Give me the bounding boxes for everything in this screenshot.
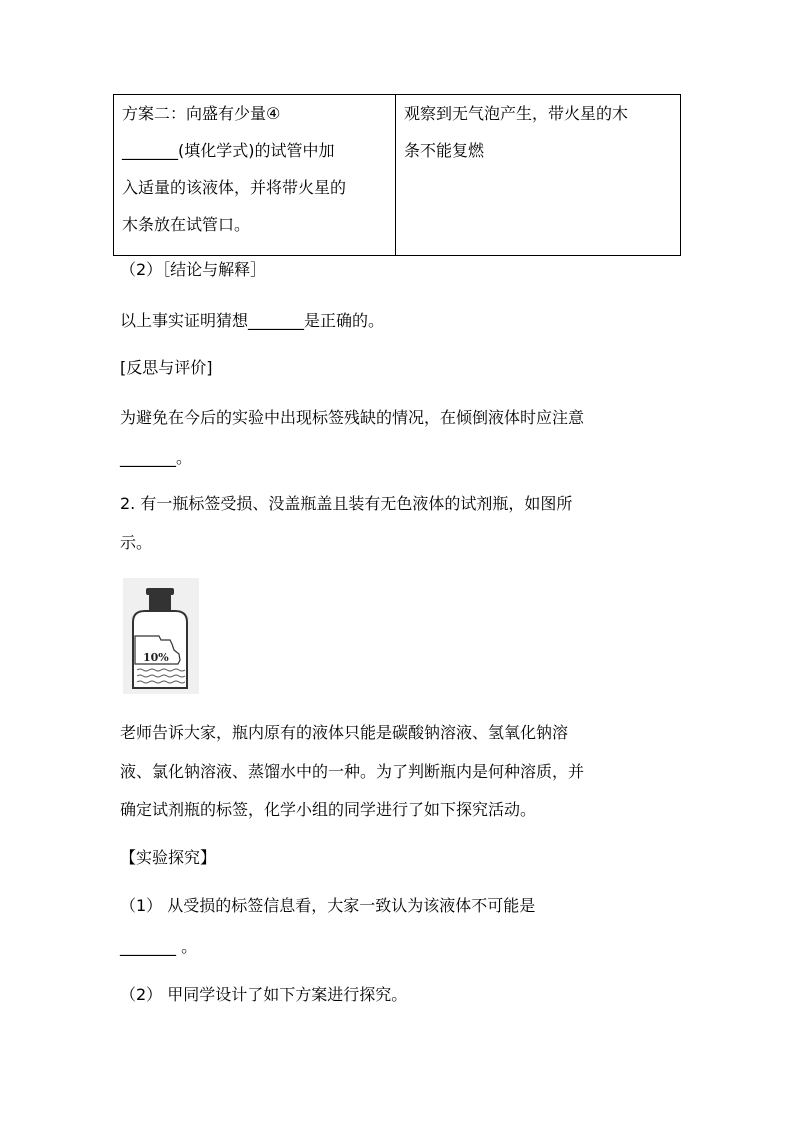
experiment-table	[113, 94, 681, 256]
question-1-blank: _______ 。	[120, 937, 198, 956]
plan-text-line: 方案二：向盛有少量④	[122, 104, 281, 123]
reflection-text: 为避免在今后的实验中出现标签残缺的情况，在倾倒液体时应注意	[120, 408, 585, 427]
observation-text-line: 条不能复燃	[404, 141, 485, 160]
question-1-line-1: （1） 从受损的标签信息看，大家一致认为该液体不可能是	[120, 896, 536, 915]
plan-cell	[114, 95, 396, 256]
experiment-heading: 【实验探究】	[120, 848, 217, 867]
plan-text-line: _______(填化学式)的试管中加	[122, 141, 335, 160]
question-2-line-2: 示。	[120, 533, 153, 552]
reagent-bottle-figure	[123, 578, 199, 694]
observation-cell	[396, 95, 681, 256]
question-2-line-1: 2. 有一瓶标签受损、没盖瓶盖且装有无色液体的试剂瓶，如图所	[120, 494, 573, 513]
question-2-plan: （2） 甲同学设计了如下方案进行探究。	[120, 985, 408, 1004]
teacher-text-line-3: 确定试剂瓶的标签，化学小组的同学进行了如下探究活动。	[120, 800, 537, 819]
observation-text-line: 观察到无气泡产生，带火星的木	[404, 104, 629, 123]
table-row	[114, 95, 681, 256]
teacher-text-line-2: 液、氯化钠溶液、蒸馏水中的一种。为了判断瓶内是何种溶质，并	[120, 762, 585, 781]
conclusion-heading: （2）［结论与解释］	[120, 260, 267, 279]
plan-text-line: 木条放在试管口。	[122, 215, 251, 234]
conclusion-text: 以上事实证明猜想_______是正确的。	[120, 311, 385, 330]
plan-text-line: 入适量的该液体，并将带火星的	[122, 178, 347, 197]
teacher-text-line-1: 老师告诉大家，瓶内原有的液体只能是碳酸钠溶液、氢氧化钠溶	[120, 723, 569, 742]
reflection-heading: [反思与评价]	[120, 358, 213, 377]
bottle-label-text: 10%	[143, 651, 169, 664]
reflection-blank: _______。	[120, 448, 193, 467]
